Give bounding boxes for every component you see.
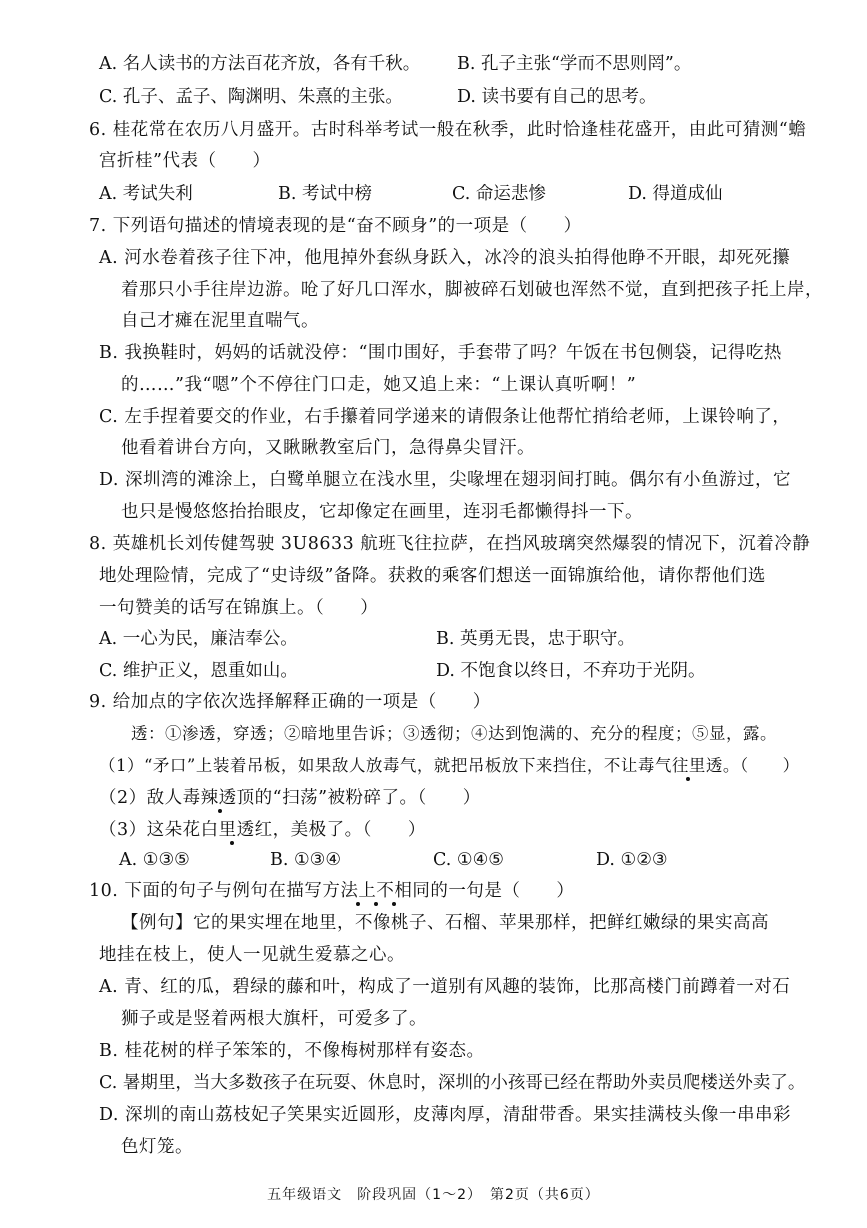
q9-sentence-2: （2）敌人毒辣透顶的“扫荡”被粉碎了。（ ） [99, 788, 481, 808]
q6-option-c: C. 命运悲惨 [452, 184, 546, 204]
q10-option-a-line2: 狮子或是竖着两根大旗杆，可爱多了。 [121, 1009, 427, 1029]
q7-option-b-line2: 的……”我“嗯”个不停往门口走，她又追上来：“上课认真听啊！” [121, 375, 637, 395]
q10-option-b: B. 桂花树的样子笨笨的，不像梅树那样有姿态。 [99, 1041, 485, 1061]
q7-option-a-line3: 自己才瘫在泥里直喘气。 [121, 311, 319, 331]
q5-option-a: A. 名人读书的方法百花齐放，各有千秋。 [99, 54, 421, 74]
q9-option-c: C. ①④⑤ [433, 850, 504, 870]
q6-option-d: D. 得道成仙 [628, 184, 723, 204]
q9-sentence-1: （1）“矛口”上装着吊板，如果敌人放毒气，就把吊板放下来挡住，不让毒气往里透。（ ） [99, 756, 800, 775]
emphasis-dot [686, 777, 690, 781]
q8-option-a: A. 一心为民，廉洁奉公。 [99, 629, 298, 649]
q6-stem-line2: 宫折桂”代表（ ） [99, 151, 271, 171]
q8-option-d: D. 不饱食以终日，不弃功于光阴。 [436, 661, 706, 681]
q8-stem-line2: 地处理险情，完成了“史诗级”备降。获救的乘客们想送一面锦旗给他，请你帮他们选 [99, 566, 766, 586]
q5-option-c: C. 孔子、孟子、陶渊明、朱熹的主张。 [99, 87, 403, 107]
q8-stem-line3: 一句赞美的话写在锦旗上。（ ） [99, 598, 379, 618]
q9-sentence-3: （3）这朵花白里透红，美极了。（ ） [99, 820, 426, 840]
q7-option-d-line2: 也只是慢悠悠抬抬眼皮，它却像定在画里，连羽毛都懒得抖一下。 [121, 502, 643, 522]
emphasis-dot [392, 902, 396, 906]
q7-option-a-line2: 着那只小手往岸边游。呛了好几口浑水，脚被碎石划破也浑然不觉，直到把孩子托上岸， [121, 280, 823, 300]
q10-option-a-line1: A. 青、红的瓜，碧绿的藤和叶，构成了一道别有风趣的装饰，比那高楼门前蹲着一对石 [99, 977, 791, 997]
q10-example-line2: 地挂在枝上，使人一见就生爱慕之心。 [99, 945, 405, 965]
q7-option-c-line2: 他看着讲台方向，又瞅瞅教室后门，急得鼻尖冒汗。 [121, 438, 535, 458]
q5-option-d: D. 读书要有自己的思考。 [457, 87, 657, 107]
emphasis-dot [374, 902, 378, 906]
q7-option-a-line1: A. 河水卷着孩子往下冲，他甩掉外套纵身跃入，冰冷的浪头拍得他睁不开眼，却死死攥 [99, 248, 791, 268]
q10-option-c: C. 暑期里，当大多数孩子在玩耍、休息时，深圳的小孩哥已经在帮助外卖员爬楼送外卖了。 [99, 1073, 806, 1093]
q7-option-b-line1: B. 我换鞋时，妈妈的话就没停：“围巾围好，手套带了吗？午饭在书包侧袋，记得吃热 [99, 343, 782, 363]
emphasis-dot [218, 809, 222, 813]
q6-stem-line1: 6. 桂花常在农历八月盛开。古时科举考试一般在秋季，此时恰逢桂花盛开，由此可猜测“蟾 [89, 120, 807, 140]
page-footer: 五年级语文 阶段巩固（1～2） 第2页（共6页） [267, 1187, 600, 1203]
q5-option-b: B. 孔子主张“学而不思则罔”。 [457, 54, 692, 74]
q7-stem: 7. 下列语句描述的情境表现的是“奋不顾身”的一项是（ ） [89, 216, 582, 236]
emphasis-dot [356, 902, 360, 906]
q6-option-b: B. 考试中榜 [278, 184, 372, 204]
q8-stem-line1: 8. 英雄机长刘传健驾驶 3U8633 航班飞往拉萨，在挡风玻璃突然爆裂的情况下，沉着冷静 [89, 534, 811, 554]
q10-example-line1: 【例句】它的果实埋在地里，不像桃子、石榴、苹果那样，把鲜红嫩绿的果实高高 [121, 913, 769, 933]
q8-option-b: B. 英勇无畏，忠于职守。 [436, 629, 635, 649]
emphasis-dot [230, 841, 234, 845]
q8-option-c: C. 维护正义，恩重如山。 [99, 661, 298, 681]
q10-option-d-line1: D. 深圳的南山荔枝妃子笑果实近圆形，皮薄肉厚，清甜带香。果实挂满枝头像一串串彩 [99, 1105, 792, 1125]
q7-option-d-line1: D. 深圳湾的滩涂上，白鹭单腿立在浅水里，尖喙埋在翅羽间打盹。偶尔有小鱼游过，它 [99, 470, 792, 490]
q9-definitions: 透：①渗透，穿透；②暗地里告诉；③透彻；④达到饱满的、充分的程度；⑤显，露。 [131, 724, 777, 743]
q10-stem: 10. 下面的句子与例句在描写方法上不相同的一句是（ ） [89, 881, 575, 901]
q9-option-d: D. ①②③ [596, 850, 668, 870]
q9-option-a: A. ①③⑤ [119, 850, 190, 870]
q6-option-a: A. 考试失利 [99, 184, 193, 204]
q7-option-c-line1: C. 左手捏着要交的作业，右手攥着同学递来的请假条让他帮忙捎给老师，上课铃响了， [99, 407, 791, 427]
q9-option-b: B. ①③④ [270, 850, 342, 870]
q9-stem: 9. 给加点的字依次选择解释正确的一项是（ ） [89, 692, 491, 712]
q10-option-d-line2: 色灯笼。 [121, 1137, 193, 1157]
